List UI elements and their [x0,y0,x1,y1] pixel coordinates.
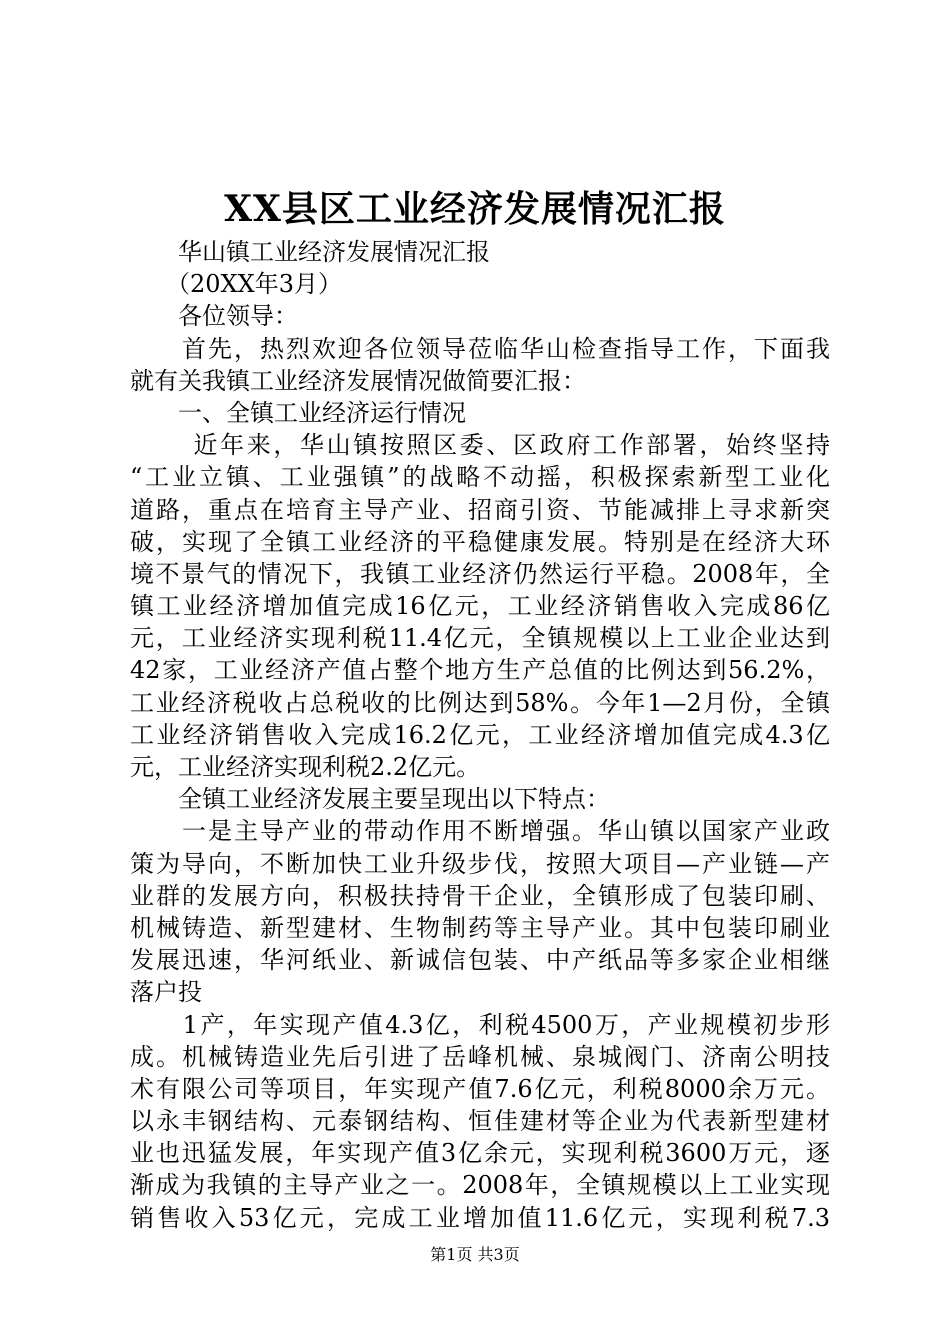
text-line: 成。机械铸造业先后引进了岳峰机械、泉城阀门、济南公明技 [130,1042,830,1071]
text-line: 一是主导产业的带动作用不断增强。华山镇以国家产业政 [130,817,830,846]
text-line: 以永丰钢结构、元泰钢结构、恒佳建材等企业为代表新型建材 [130,1107,830,1136]
text-line: 销售收入53亿元，完成工业增加值11.6亿元，实现利税7.3 [130,1203,830,1232]
text-line: 道路，重点在培育主导产业、招商引资、节能减排上寻求新突 [130,495,830,524]
text-line: 1产，年实现产值4.3亿，利税4500万，产业规模初步形 [130,1010,830,1039]
text-line: 华山镇工业经济发展情况汇报 [130,238,490,266]
page-footer: 第1页 共3页 [430,1245,520,1264]
text-line: 术有限公司等项目，年实现产值7.6亿元，利税8000余万元。 [130,1074,830,1103]
text-line: 全镇工业经济发展主要呈现出以下特点： [130,785,610,814]
text-line: 渐成为我镇的主导产业之一。2008年，全镇规模以上工业实现 [130,1171,830,1200]
text-line: 各位领导： [130,302,298,331]
text-line: 元，工业经济实现利税2.2亿元。 [130,753,481,781]
text-line: 首先，热烈欢迎各位领导莅临华山检查指导工作，下面我 [130,334,830,363]
text-line: 工业经济税收占总税收的比例达到58%。今年1—2月份，全镇 [130,688,830,717]
text-line: 策为导向，不断加快工业升级步伐，按照大项目—产业链—产 [130,849,830,878]
document-title: XX县区工业经济发展情况汇报 [224,188,726,230]
text-line: 破，实现了全镇工业经济的平稳健康发展。特别是在经济大环 [130,527,830,556]
text-line: 工业经济销售收入完成16.2亿元，工业经济增加值完成4.3亿 [130,720,830,749]
text-line: 就有关我镇工业经济发展情况做简要汇报： [130,366,586,395]
document-body [130,236,830,1234]
text-line: （20XX年3月） [130,270,342,299]
text-line: 落户投 [130,978,202,1007]
text-line: 机械铸造、新型建材、生物制药等主导产业。其中包装印刷业 [130,913,830,942]
text-line: 业群的发展方向，积极扶持骨干企业，全镇形成了包装印刷、 [130,881,830,910]
text-line: “工业立镇、工业强镇”的战略不动摇，积极探索新型工业化 [130,463,830,492]
text-line: 近年来，华山镇按照区委、区政府工作部署，始终坚持 [130,431,830,460]
text-line: 42家，工业经济产值占整个地方生产总值的比例达到56.2%， [130,656,830,685]
text-line: 一、全镇工业经济运行情况 [130,398,466,427]
text-line: 元，工业经济实现利税11.4亿元，全镇规模以上工业企业达到 [130,624,830,653]
text-line: 镇工业经济增加值完成16亿元，工业经济销售收入完成86亿 [130,592,830,621]
text-line: 境不景气的情况下，我镇工业经济仍然运行平稳。2008年，全 [130,559,830,588]
text-line: 发展迅速，华河纸业、新诚信包装、中产纸品等多家企业相继 [130,946,830,975]
text-line: 业也迅猛发展，年实现产值3亿余元，实现利税3600万元，逐 [130,1139,830,1168]
